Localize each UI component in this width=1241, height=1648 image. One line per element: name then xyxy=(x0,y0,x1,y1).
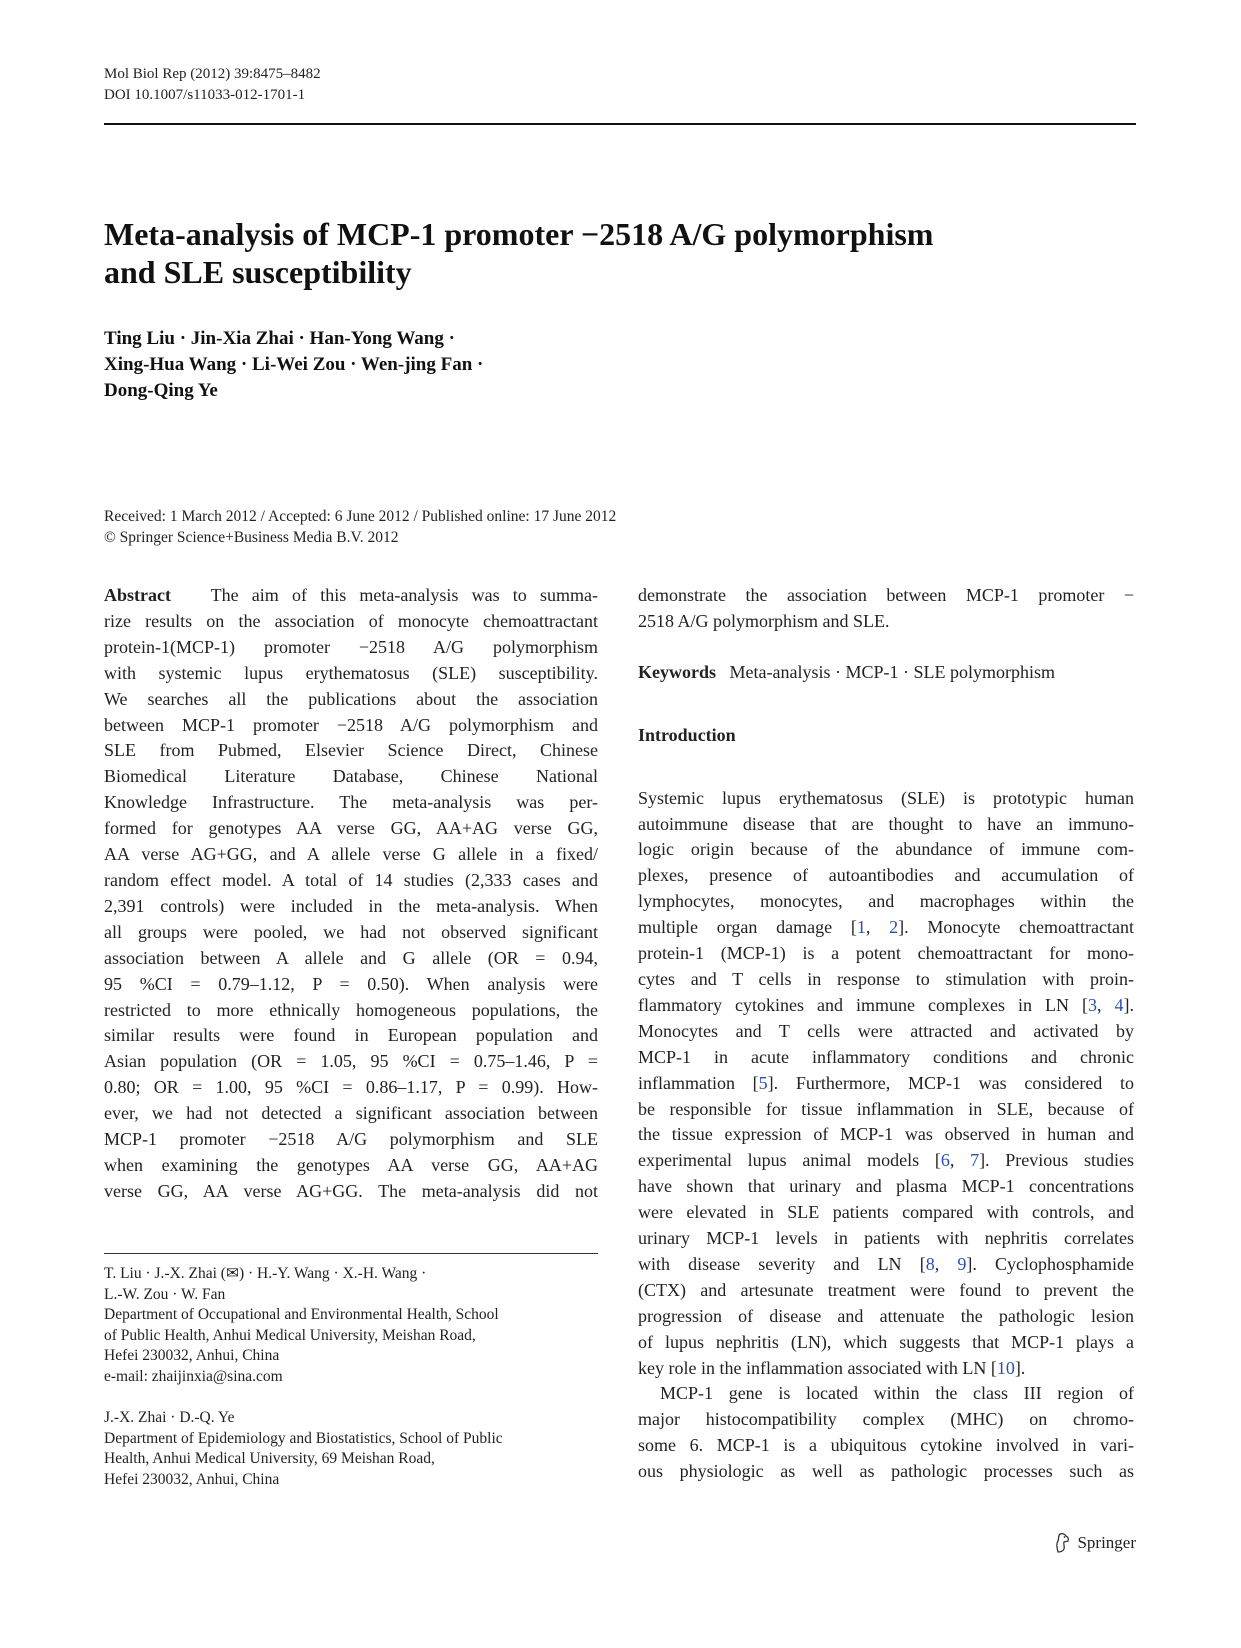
abstract-line: demonstrate the association between MCP-1 promoter − xyxy=(638,585,1134,605)
intro-line: MCP-1 gene is located within the class III region of xyxy=(660,1383,1134,1404)
copyright-notice: © Springer Science+Business Media B.V. 2012 xyxy=(104,529,399,546)
intro-line: have shown that urinary and plasma MCP-1 concentrations xyxy=(638,1176,1134,1197)
abstract-line: 2518 A/G polymorphism and SLE. xyxy=(638,610,890,631)
intro-line: inflammation [5]. Furthermore, MCP-1 was considered to xyxy=(638,1072,1134,1093)
intro-line: protein-1 (MCP-1) is a potent chemoattractant for mono- xyxy=(638,943,1134,964)
intro-line: experimental lupus animal models [6, 7]. Previous studies xyxy=(638,1150,1135,1171)
abstract-line: AA verse AG+GG, and A allele verse G allele in a fixed/ xyxy=(104,844,598,865)
intro-line: urinary MCP-1 levels in patients with nephritis correlates xyxy=(638,1228,1134,1249)
abstract-line: 2,391 controls) were included in the meta-analysis. When xyxy=(104,895,598,916)
citation-link[interactable]: 10 xyxy=(996,1357,1015,1378)
abstract-line: random effect model. A total of 14 studies (2,333 cases and xyxy=(104,869,598,890)
keywords xyxy=(638,660,1134,686)
intro-line: were elevated in SLE patients compared with controls, and xyxy=(638,1202,1134,1223)
intro-line: ous physiologic as well as pathologic processes such as xyxy=(638,1461,1134,1482)
footnote-line: J.-X. Zhai · D.-Q. Ye xyxy=(104,1409,235,1426)
abstract-line: all groups were pooled, we had not observed significant xyxy=(104,921,598,942)
intro-line: flammatory cytokines and immune complexes in LN [3, 4]. xyxy=(638,994,1134,1015)
abstract-line: 95 %CI = 0.79–1.12, P = 0.50). When analysis were xyxy=(104,973,598,994)
author-line: Dong-Qing Ye xyxy=(104,380,218,401)
intro-line: Monocytes and T cells were attracted and activated by xyxy=(638,1020,1134,1041)
citation-link[interactable]: 5 xyxy=(758,1072,768,1093)
intro-line: Systemic lupus erythematosus (SLE) is prototypic human xyxy=(638,787,1134,808)
abstract-line: Asian population (OR = 1.05, 95 %CI = 0.75–1.46, P = xyxy=(104,1051,598,1072)
footnote-line: of Public Health, Anhui Medical University, Meishan Road, xyxy=(104,1326,476,1344)
citation-link[interactable]: 9 xyxy=(957,1253,967,1274)
intro-line: major histocompatibility complex (MHC) on chromo- xyxy=(638,1409,1134,1430)
footnote-rule xyxy=(104,1253,598,1254)
article-title xyxy=(104,215,1084,291)
intro-line: be responsible for tissue inflammation in SLE, because of xyxy=(638,1098,1134,1119)
citation-link[interactable]: 7 xyxy=(970,1150,980,1171)
email-link[interactable]: e-mail: zhaijinxia@sina.com xyxy=(104,1367,283,1385)
footnote-line: Department of Occupational and Environmental Health, School xyxy=(104,1306,499,1324)
footnote-line: Health, Anhui Medical University, 69 Meishan Road, xyxy=(104,1450,435,1468)
intro-line: plexes, presence of autoantibodies and accumulation of xyxy=(638,865,1134,886)
abstract-line: 0.80; OR = 1.00, 95 %CI = 0.86–1.17, P = 0.99). How- xyxy=(104,1077,598,1098)
citation-link[interactable]: 2 xyxy=(889,917,899,938)
abstract-line: We searches all the publications about the association xyxy=(104,688,598,709)
footnote-line: Hefei 230032, Anhui, China xyxy=(104,1470,280,1488)
abstract-line xyxy=(104,583,598,609)
journal-citation: Mol Biol Rep (2012) 39:8475–8482 xyxy=(104,66,321,82)
abstract-line: restricted to more ethnically homogeneous populations, the xyxy=(104,999,598,1020)
abstract-line: MCP-1 promoter −2518 A/G polymorphism and SLE xyxy=(104,1129,598,1150)
running-head xyxy=(104,64,321,106)
abstract-line: rize results on the association of monocyte chemoattractant xyxy=(104,610,598,631)
intro-line: lymphocytes, monocytes, and macrophages within the xyxy=(638,891,1134,912)
intro-line: with disease severity and LN [8, 9]. Cyclophosphamide xyxy=(638,1253,1135,1274)
footnote-line: Hefei 230032, Anhui, China xyxy=(104,1347,280,1365)
abstract-line: with systemic lupus erythematosus (SLE) susceptibility. xyxy=(104,662,598,683)
abstract-line: verse GG, AA verse AG+GG. The meta-analysis did not xyxy=(104,1180,598,1201)
abstract-line: protein-1(MCP-1) promoter −2518 A/G polymorphism xyxy=(104,636,598,657)
abstract-line: Knowledge Infrastructure. The meta-analysis was per- xyxy=(104,792,598,813)
abstract-label: Abstract xyxy=(104,585,171,605)
abstract-column xyxy=(104,583,598,1205)
citation-link[interactable]: 6 xyxy=(940,1150,950,1171)
affiliation-footnote xyxy=(104,1264,598,1388)
intro-line: some 6. MCP-1 is a ubiquitous cytokine involved in vari- xyxy=(638,1435,1134,1456)
abstract-line: when examining the genotypes AA verse GG, AA+AG xyxy=(104,1154,598,1175)
citation-link[interactable]: 8 xyxy=(925,1253,935,1274)
citation-link[interactable]: 3 xyxy=(1087,994,1097,1015)
intro-line: MCP-1 in acute inflammatory conditions and chronic xyxy=(638,1046,1134,1067)
footnote-line: T. Liu · J.-X. Zhai (✉) · H.-Y. Wang · X.-H. Wang · xyxy=(104,1265,427,1282)
right-column xyxy=(638,583,1134,1485)
header-rule xyxy=(104,123,1136,125)
intro-line: (CTX) and artesunate treatment were found to prevent the xyxy=(638,1279,1134,1300)
section-heading-introduction: Introduction xyxy=(638,724,736,745)
author-line: Xing-Hua Wang · Li-Wei Zou · Wen-jing Fan · xyxy=(104,354,484,375)
keywords-text: Meta-analysis · MCP-1 · SLE polymorphism xyxy=(729,661,1055,682)
publication-dates xyxy=(104,506,616,548)
abstract-line: association between A allele and G allele (OR = 0.94, xyxy=(104,947,598,968)
title-line: Meta-analysis of MCP-1 promoter −2518 A/G polymorphism xyxy=(104,216,934,252)
doi: DOI 10.1007/s11033-012-1701-1 xyxy=(104,87,306,103)
intro-line: autoimmune disease that are thought to have an immuno- xyxy=(638,813,1134,834)
author-line: Ting Liu · Jin-Xia Zhai · Han-Yong Wang · xyxy=(104,328,455,349)
springer-horse-icon xyxy=(1052,1532,1072,1554)
abstract-line: between MCP-1 promoter −2518 A/G polymorphism and xyxy=(104,714,598,735)
keywords-label: Keywords xyxy=(638,661,716,682)
intro-line: cytes and T cells in response to stimulation with proin- xyxy=(638,968,1134,989)
citation-link[interactable]: 1 xyxy=(856,917,866,938)
intro-line: the tissue expression of MCP-1 was observed in human and xyxy=(638,1124,1134,1145)
intro-line: progression of disease and attenuate the pathologic lesion xyxy=(638,1305,1134,1326)
citation-link[interactable]: 4 xyxy=(1114,994,1124,1015)
abstract-text: The aim of this meta-analysis was to summa- xyxy=(210,585,598,605)
author-list xyxy=(104,326,483,404)
footnote-line: L.-W. Zou · W. Fan xyxy=(104,1285,226,1303)
abstract-line: similar results were found in European population and xyxy=(104,1025,598,1046)
intro-line: key role in the inflammation associated with LN [10]. xyxy=(638,1357,1026,1378)
intro-line: logic origin because of the abundance of immune com- xyxy=(638,839,1134,860)
history-dates: Received: 1 March 2012 / Accepted: 6 June 2012 / Published online: 17 June 2012 xyxy=(104,508,617,525)
abstract-line: SLE from Pubmed, Elsevier Science Direct, Chinese xyxy=(104,740,598,761)
abstract-line: formed for genotypes AA verse GG, AA+AG verse GG, xyxy=(104,818,598,839)
affiliation-footnote xyxy=(104,1408,598,1490)
footnote-line: Department of Epidemiology and Biostatistics, School of Public xyxy=(104,1429,503,1447)
intro-line: of lupus nephritis (LN), which suggests that MCP-1 plays a xyxy=(638,1331,1134,1352)
intro-line: multiple organ damage [1, 2]. Monocyte chemoattractant xyxy=(638,917,1134,938)
abstract-line: ever, we had not detected a significant association between xyxy=(104,1103,598,1124)
publisher-logo xyxy=(1052,1532,1136,1554)
title-line: and SLE susceptibility xyxy=(104,254,412,290)
abstract-line: Biomedical Literature Database, Chinese National xyxy=(104,766,598,787)
publisher-name: Springer xyxy=(1077,1533,1136,1552)
